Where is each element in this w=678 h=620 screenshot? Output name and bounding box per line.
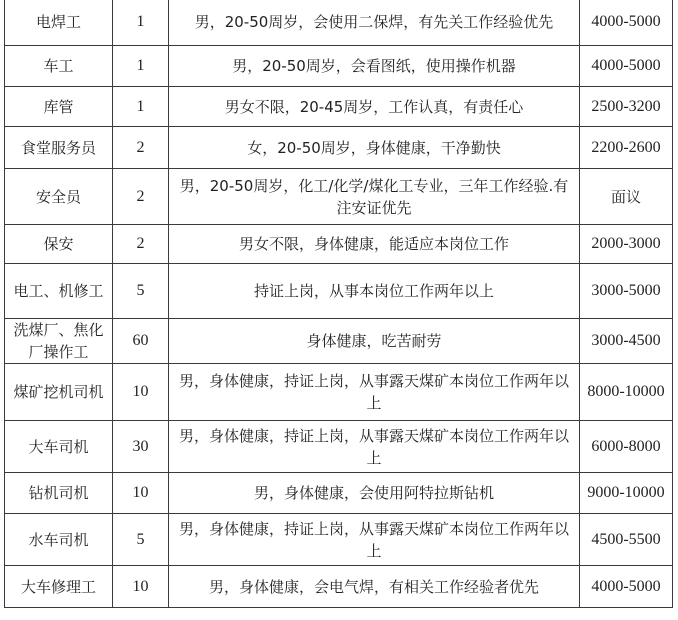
requirement-cell: 男女不限，身体健康，能适应本岗位工作 bbox=[169, 225, 580, 264]
requirement-cell: 男，身体健康，会使用阿特拉斯钻机 bbox=[169, 473, 580, 514]
headcount-cell: 1 bbox=[113, 46, 169, 87]
requirement-cell: 男，身体健康，持证上岗，从事露天煤矿本岗位工作两年以上 bbox=[169, 421, 580, 473]
salary-cell: 9000-10000 bbox=[580, 473, 673, 514]
requirement-cell: 男，20-50周岁，会看图纸，使用操作机器 bbox=[169, 46, 580, 87]
job-title-cell: 保安 bbox=[5, 225, 113, 264]
job-title-cell: 车工 bbox=[5, 46, 113, 87]
requirement-cell: 持证上岗，从事本岗位工作两年以上 bbox=[169, 264, 580, 319]
table-row bbox=[5, 566, 673, 608]
table-row bbox=[5, 225, 673, 264]
job-title-cell: 电焊工 bbox=[5, 0, 113, 46]
job-title-cell: 水车司机 bbox=[5, 514, 113, 566]
requirement-cell: 男女不限，20-45周岁，工作认真，有责任心 bbox=[169, 87, 580, 127]
table-row bbox=[5, 364, 673, 421]
job-title-cell: 钻机司机 bbox=[5, 473, 113, 514]
headcount-cell: 5 bbox=[113, 264, 169, 319]
table-row bbox=[5, 169, 673, 225]
table-row bbox=[5, 421, 673, 473]
table-row bbox=[5, 0, 673, 46]
job-title-cell: 洗煤厂、焦化厂操作工 bbox=[5, 319, 113, 364]
table-row bbox=[5, 514, 673, 566]
headcount-cell: 1 bbox=[113, 0, 169, 46]
salary-cell: 2200-2600 bbox=[580, 127, 673, 169]
salary-cell: 面议 bbox=[580, 169, 673, 225]
table-row bbox=[5, 87, 673, 127]
table-row bbox=[5, 264, 673, 319]
requirement-cell: 男，20-50周岁，会使用二保焊，有先关工作经验优先 bbox=[169, 0, 580, 46]
headcount-cell: 5 bbox=[113, 514, 169, 566]
job-title-cell: 大车修理工 bbox=[5, 566, 113, 608]
job-table-body bbox=[5, 0, 673, 608]
salary-cell: 4000-5000 bbox=[580, 0, 673, 46]
headcount-cell: 10 bbox=[113, 473, 169, 514]
salary-cell: 2000-3000 bbox=[580, 225, 673, 264]
salary-cell: 6000-8000 bbox=[580, 421, 673, 473]
requirement-cell: 男，身体健康，会电气焊，有相关工作经验者优先 bbox=[169, 566, 580, 608]
salary-cell: 4000-5000 bbox=[580, 566, 673, 608]
headcount-cell: 1 bbox=[113, 87, 169, 127]
job-title-cell: 大车司机 bbox=[5, 421, 113, 473]
headcount-cell: 2 bbox=[113, 127, 169, 169]
headcount-cell: 30 bbox=[113, 421, 169, 473]
requirement-cell: 男，身体健康，持证上岗，从事露天煤矿本岗位工作两年以上 bbox=[169, 514, 580, 566]
job-title-cell: 库管 bbox=[5, 87, 113, 127]
requirement-cell: 女，20-50周岁，身体健康，干净勤快 bbox=[169, 127, 580, 169]
salary-cell: 3000-4500 bbox=[580, 319, 673, 364]
headcount-cell: 2 bbox=[113, 225, 169, 264]
headcount-cell: 2 bbox=[113, 169, 169, 225]
job-title-cell: 安全员 bbox=[5, 169, 113, 225]
table-row bbox=[5, 46, 673, 87]
salary-cell: 4500-5500 bbox=[580, 514, 673, 566]
requirement-cell: 身体健康，吃苦耐劳 bbox=[169, 319, 580, 364]
job-title-cell: 煤矿挖机司机 bbox=[5, 364, 113, 421]
salary-cell: 2500-3200 bbox=[580, 87, 673, 127]
salary-cell: 4000-5000 bbox=[580, 46, 673, 87]
headcount-cell: 10 bbox=[113, 364, 169, 421]
table-row bbox=[5, 127, 673, 169]
table-row bbox=[5, 319, 673, 364]
job-title-cell: 电工、机修工 bbox=[5, 264, 113, 319]
headcount-cell: 10 bbox=[113, 566, 169, 608]
requirement-cell: 男，20-50周岁，化工/化学/煤化工专业，三年工作经验.有注安证优先 bbox=[169, 169, 580, 225]
headcount-cell: 60 bbox=[113, 319, 169, 364]
requirement-cell: 男，身体健康，持证上岗，从事露天煤矿本岗位工作两年以上 bbox=[169, 364, 580, 421]
job-table bbox=[4, 0, 673, 608]
table-row bbox=[5, 473, 673, 514]
salary-cell: 3000-5000 bbox=[580, 264, 673, 319]
salary-cell: 8000-10000 bbox=[580, 364, 673, 421]
job-title-cell: 食堂服务员 bbox=[5, 127, 113, 169]
